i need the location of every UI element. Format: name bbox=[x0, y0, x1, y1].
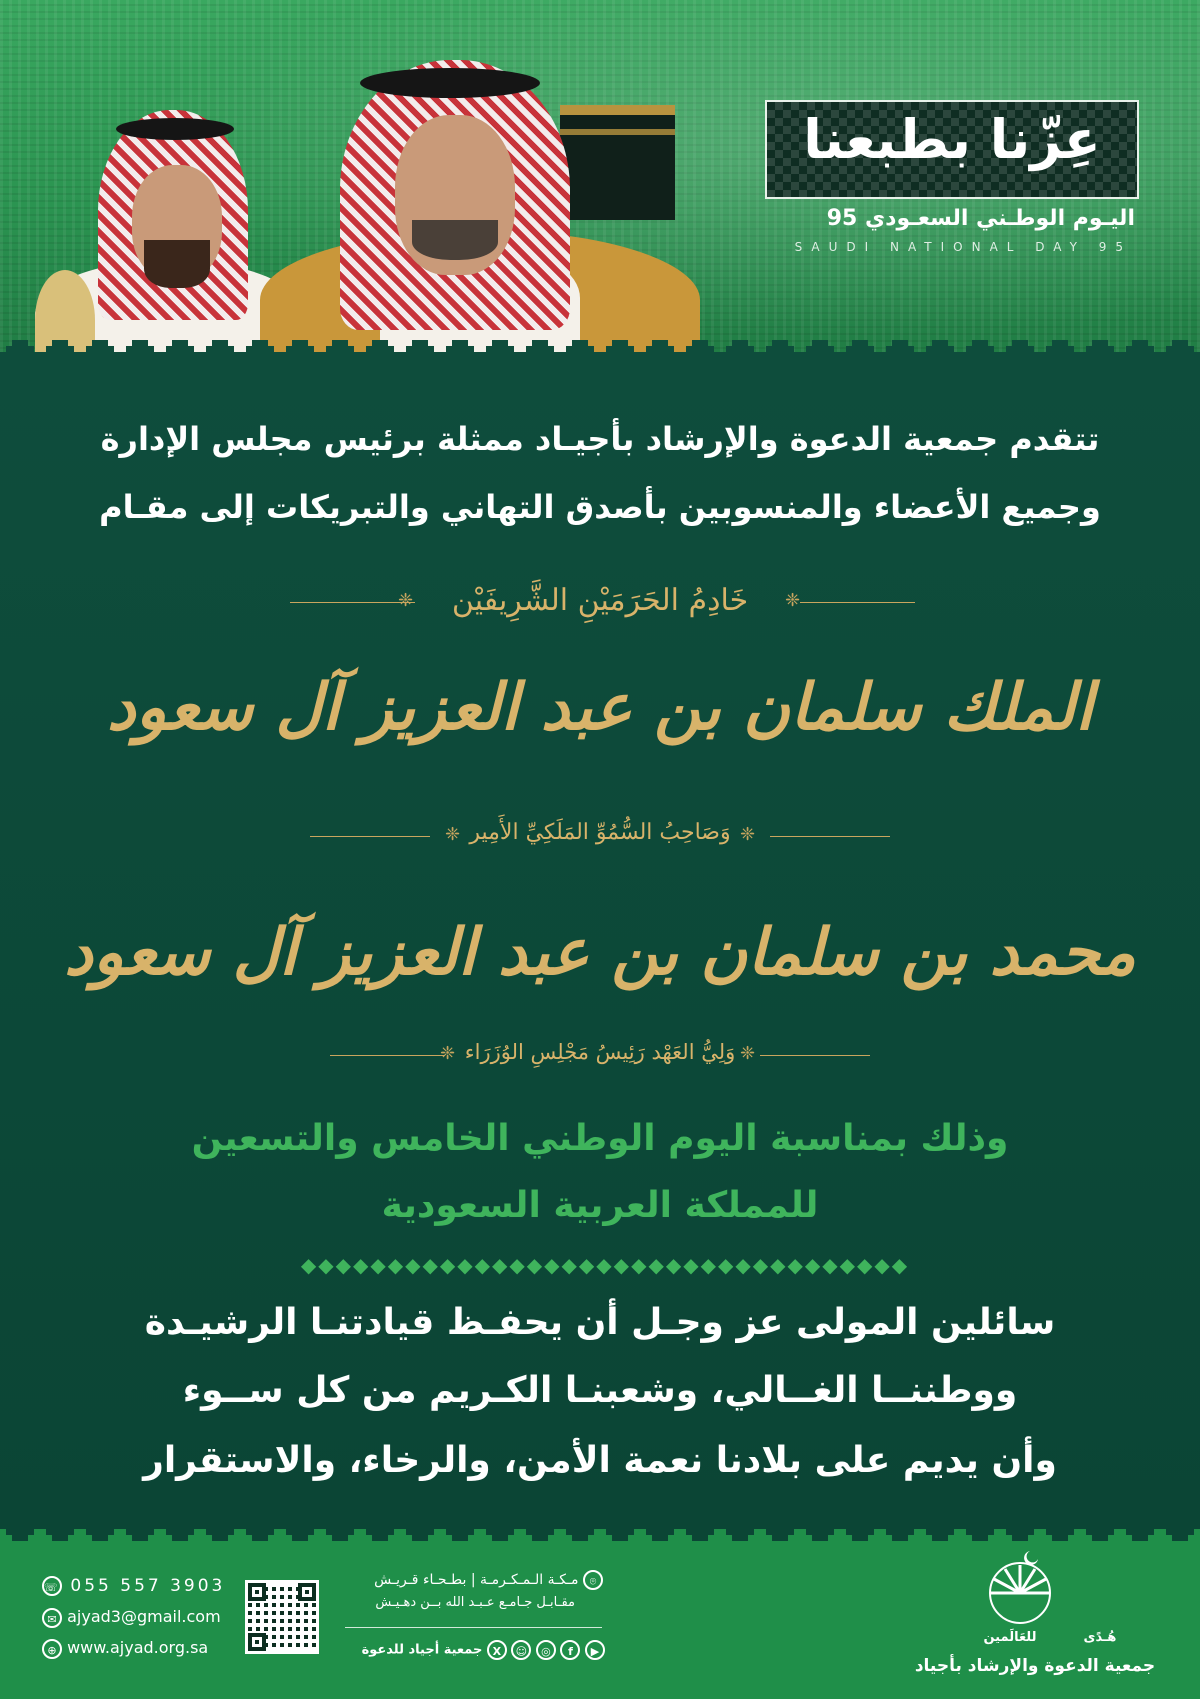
occasion-line-1: وذلك بمناسبة اليوم الوطني الخامس والتسعين bbox=[191, 1118, 1009, 1159]
ornament-icon: ❈ bbox=[740, 824, 756, 845]
social-row bbox=[345, 1640, 605, 1660]
website-url: www.ajyad.org.sa bbox=[67, 1638, 209, 1657]
instagram-icon[interactable]: ◎ bbox=[536, 1640, 556, 1660]
king-title: خَادِمُ الحَرَمَيْنِ الشَّرِيفَيْن bbox=[451, 583, 749, 618]
ornament-icon: ❈ bbox=[445, 824, 461, 845]
occasion-line-2: للمملكة العربية السعودية bbox=[381, 1185, 819, 1226]
ornament-icon: ❈ bbox=[398, 590, 414, 611]
prayer-line-3: وأن يديم على بلادنا نعمة الأمن، والرخاء، والاستقرار bbox=[143, 1440, 1057, 1481]
snapchat-icon[interactable]: ☺ bbox=[511, 1640, 531, 1660]
ornament-icon: ❈ bbox=[440, 1043, 456, 1064]
king-name: الملك سلمان بن عبد العزيز آل سعود bbox=[107, 670, 1093, 745]
website-row[interactable] bbox=[42, 1638, 208, 1659]
crown-prince-name: محمد بن سلمان بن عبد العزيز آل سعود bbox=[64, 915, 1136, 990]
prayer-line-1: سائلين المولى عز وجـل أن يحفـظ قيادتنـا الرشيـدة bbox=[144, 1302, 1056, 1343]
address-row bbox=[345, 1570, 603, 1590]
organization-logo bbox=[980, 1545, 1060, 1625]
ornament-line bbox=[770, 836, 890, 837]
ornament-icon: ❈ bbox=[740, 1043, 756, 1064]
sun-emblem-icon bbox=[980, 1545, 1060, 1625]
footer-separator bbox=[345, 1627, 602, 1628]
whatsapp-icon: ☏ bbox=[42, 1576, 62, 1596]
org-name: جمعية الدعوة والإرشاد بأجياد bbox=[914, 1656, 1156, 1676]
org-logo-text-1: هُـدًى bbox=[1083, 1630, 1117, 1645]
logo-title: عِزّنا بطبعنا bbox=[803, 108, 1101, 171]
email-icon: ✉ bbox=[42, 1608, 62, 1628]
crown-prince-role: وَلِيُّ العَهْد رَئِيسُ مَجْلِسِ الوُزَرَاء bbox=[464, 1040, 736, 1064]
qr-code[interactable] bbox=[245, 1580, 319, 1654]
location-icon: ⌾ bbox=[583, 1570, 603, 1590]
phone-number: 055 557 3903 bbox=[70, 1576, 226, 1596]
prayer-line-2: ووطننــا الغــالي، وشعبنـا الكـريم من كل ســوء bbox=[182, 1370, 1018, 1411]
ornament-line bbox=[800, 602, 915, 603]
x-icon[interactable]: X bbox=[487, 1640, 507, 1660]
youtube-icon[interactable]: ▶ bbox=[585, 1640, 605, 1660]
crown-prince-title: وَصَاحِبُ السُّمُوِّ المَلَكِيِّ الأَمِير bbox=[469, 820, 731, 845]
org-logo-text-2: للعَالَمين bbox=[983, 1630, 1037, 1645]
top-border-pattern bbox=[0, 336, 1200, 370]
portrait-king bbox=[260, 30, 710, 370]
intro-line-2: وجميع الأعضاء والمنسوبين بأصدق التهاني والتبريكات إلى مقـام bbox=[99, 488, 1101, 526]
ornament-icon: ❈ bbox=[785, 590, 801, 611]
header-banner bbox=[0, 0, 1200, 370]
email-row[interactable] bbox=[42, 1607, 221, 1628]
email-address: ajyad3@gmail.com bbox=[67, 1607, 221, 1626]
address-line-1: مـكـة الـمـكـرمـة | بطـحـاء قـريـش bbox=[374, 1572, 579, 1588]
address-line-2: مقـابـل جـامـع عـبـد الله بــن دهـيـش bbox=[375, 1595, 575, 1610]
phone-row[interactable] bbox=[42, 1576, 225, 1596]
bottom-border-pattern bbox=[0, 1515, 1200, 1545]
facebook-icon[interactable]: f bbox=[560, 1640, 580, 1660]
globe-icon: ⊕ bbox=[42, 1639, 62, 1659]
ornament-line bbox=[760, 1055, 870, 1056]
diamond-divider: ◆◆◆◆◆◆◆◆◆◆◆◆◆◆◆◆◆◆◆◆◆◆◆◆◆◆◆◆◆◆◆◆◆◆◆ bbox=[300, 1253, 910, 1277]
social-handle: جمعية أجياد للدعوة bbox=[361, 1642, 483, 1658]
national-day-logo bbox=[765, 100, 1139, 199]
logo-english-text: SAUDI NATIONAL DAY 95 bbox=[794, 240, 1132, 254]
logo-subtitle: اليـوم الوطـني السعـودي 95 bbox=[826, 206, 1135, 231]
intro-line-1: تتقدم جمعية الدعوة والإرشاد بأجيـاد ممثلة برئيس مجلس الإدارة bbox=[100, 420, 1100, 458]
